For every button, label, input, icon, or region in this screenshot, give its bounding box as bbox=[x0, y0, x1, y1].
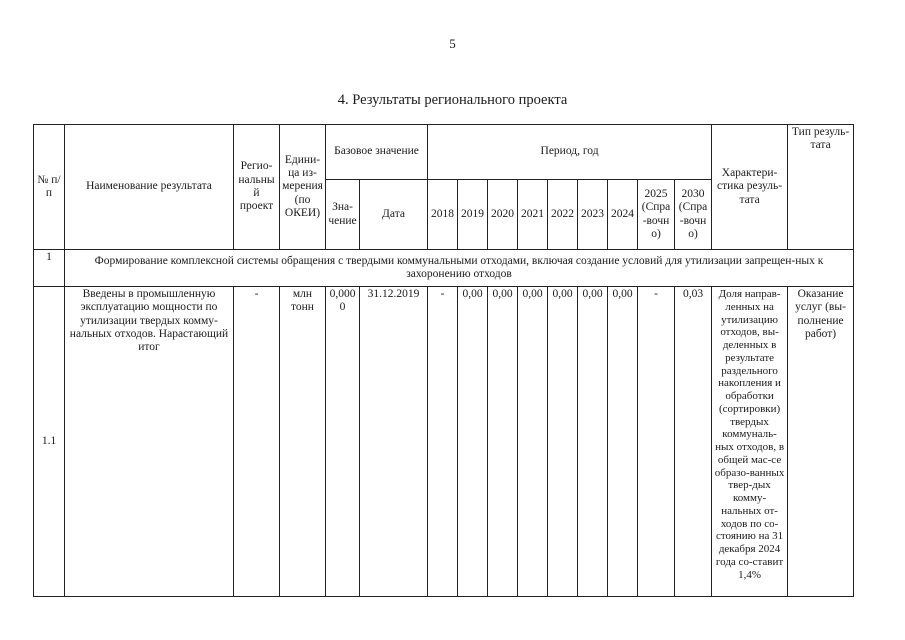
row-name: Введены в промышленную эксплуатацию мощности по утилизации твердых комму-нальных отходов. Нарастающий итог bbox=[65, 287, 234, 597]
page-number: 5 bbox=[449, 36, 456, 51]
row-regional-project: - bbox=[234, 287, 280, 597]
results-table bbox=[33, 124, 854, 597]
header-year: 2030 (Спра-вочно) bbox=[675, 180, 712, 250]
header-base-value-value: Зна-чение bbox=[326, 180, 360, 250]
row-year-value: 0,00 bbox=[548, 287, 578, 597]
header-num: № п/п bbox=[34, 125, 65, 250]
header-base-value: Базовое значение bbox=[326, 125, 428, 180]
row-year-value: 0,00 bbox=[518, 287, 548, 597]
row-base-date: 31.12.2019 bbox=[360, 287, 428, 597]
row-year-value: 0,00 bbox=[458, 287, 488, 597]
header-result-type: Тип резуль-тата bbox=[788, 125, 854, 250]
header-year: 2023 bbox=[578, 180, 608, 250]
header-name: Наименование результата bbox=[65, 125, 234, 250]
header-year: 2020 bbox=[488, 180, 518, 250]
header-year: 2019 bbox=[458, 180, 488, 250]
header-year: 2021 bbox=[518, 180, 548, 250]
row-year-value: 0,03 bbox=[675, 287, 712, 597]
row-result-type: Оказание услуг (вы-полнение работ) bbox=[788, 287, 854, 597]
row-year-value: 0,00 bbox=[578, 287, 608, 597]
row-characteristic: Доля направ-ленных на утилизацию отходов, вы-деленных в результате раздельного накопления и обработки (сортировки) твердых коммуналь-ных отходов, в общей мас-се образо-ванных твер-дых комму-нальных от-ходов по со-стоянию на 31 декабря 2024 года со-ставит 1,4% bbox=[712, 287, 788, 597]
header-year: 2018 bbox=[428, 180, 458, 250]
header-characteristic: Характери-стика резуль-тата bbox=[712, 125, 788, 250]
row-base-value: 0,0000 bbox=[326, 287, 360, 597]
header-period: Период, год bbox=[428, 125, 712, 180]
row-year-value: - bbox=[428, 287, 458, 597]
header-regional-project: Регио-нальный проект bbox=[234, 125, 280, 250]
section-title: 4. Результаты регионального проекта bbox=[337, 92, 568, 108]
group-num: 1 bbox=[34, 250, 65, 287]
header-unit: Едини-ца из-мерения (по ОКЕИ) bbox=[280, 125, 326, 250]
row-unit: млн тонн bbox=[280, 287, 326, 597]
row-year-value: 0,00 bbox=[488, 287, 518, 597]
header-year: 2024 bbox=[608, 180, 638, 250]
group-name: Формирование комплексной системы обращения с твердыми коммунальными отходами, включая создание условий для утилизации запрещен-ных к захоронению отходов bbox=[65, 250, 854, 287]
header-year: 2025 (Спра-вочно) bbox=[638, 180, 675, 250]
header-year: 2022 bbox=[548, 180, 578, 250]
header-base-value-date: Дата bbox=[360, 180, 428, 250]
row-year-value: - bbox=[638, 287, 675, 597]
row-num: 1.1 bbox=[34, 287, 65, 597]
row-year-value: 0,00 bbox=[608, 287, 638, 597]
